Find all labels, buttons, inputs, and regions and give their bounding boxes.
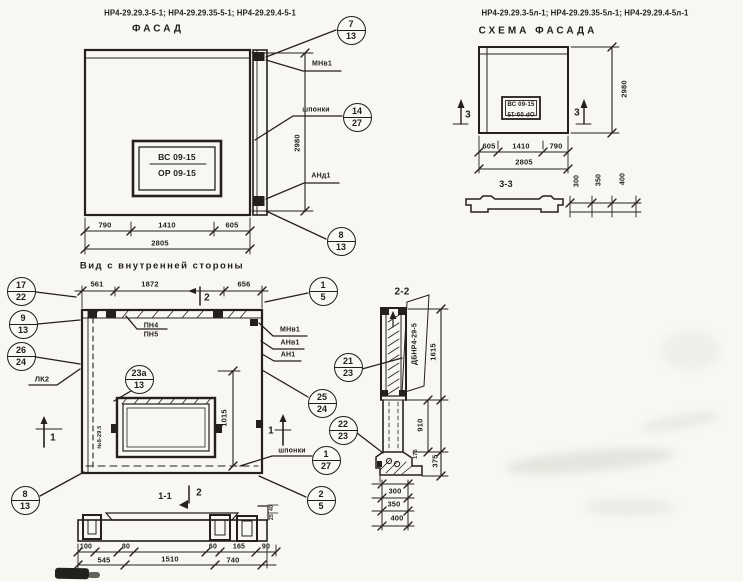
facade-dim-left: 790 xyxy=(98,220,112,230)
inner-view-linework xyxy=(29,286,402,497)
callout-circle-21-23 xyxy=(334,353,363,382)
inner-dim-top-right: 656 xyxy=(237,279,251,289)
callout-circle-23a-13 xyxy=(125,365,154,394)
s11-dim-1510: 1510 xyxy=(161,554,179,564)
facade-label-keys: шпонки xyxy=(302,106,330,114)
callout-item: 14 xyxy=(351,105,362,116)
callout-sheet: 13 xyxy=(328,241,355,255)
inner-dim-top-left: 561 xyxy=(90,279,104,289)
section-3-3-dim-400: 400 xyxy=(619,172,627,186)
inner-label-anv1: АНв1 xyxy=(280,339,300,347)
inner-label-pn4: ПН4 xyxy=(143,322,159,330)
callout-sheet: 22 xyxy=(8,291,35,305)
callout-sheet: 5 xyxy=(310,291,337,305)
s11-dim-40: 40 xyxy=(269,505,275,511)
schema-linework xyxy=(453,43,619,173)
facade-dim-mid: 1410 xyxy=(158,220,176,230)
s22-dim-910: 910 xyxy=(415,418,425,432)
callout-item: 8 xyxy=(22,488,28,499)
facade-codes: НР4-29.29.3-5-1; НР4-29.29.35-5-1; НР4-29.29.4-5-1 xyxy=(104,8,296,18)
schema-dim-left: 605 xyxy=(482,141,496,151)
facade-dim-total: 2805 xyxy=(151,238,169,248)
schema-dim-height: 2980 xyxy=(619,80,629,98)
s22-flag-mark: ДБНР4-29-5 xyxy=(411,323,419,365)
callout-item: 1 xyxy=(323,448,329,459)
callout-circle-9-13 xyxy=(9,310,38,339)
callout-circle-7-13 xyxy=(337,16,366,45)
callout-sheet: 13 xyxy=(126,379,153,393)
callout-sheet: 23 xyxy=(335,367,362,381)
callout-item: 17 xyxy=(15,279,26,290)
callout-item: 23а xyxy=(131,367,147,378)
schema-window-mark-top: ВС 09-15 xyxy=(507,102,535,108)
callout-sheet: 27 xyxy=(344,117,371,131)
section-1-1-slab xyxy=(78,520,267,541)
facade-dim-height: 2980 xyxy=(292,134,302,152)
section-2-2-linework xyxy=(372,295,448,530)
inner-dim-top-mid: 1872 xyxy=(141,279,159,289)
callout-sheet: 24 xyxy=(309,403,336,417)
schema-dim-total: 2805 xyxy=(515,157,533,167)
section-3-3-linework xyxy=(466,196,641,217)
facade-title: ФАСАД xyxy=(132,23,184,35)
facade-dim-right: 605 xyxy=(225,220,239,230)
callout-sheet: 13 xyxy=(10,324,37,338)
callout-sheet: 27 xyxy=(313,460,340,474)
inner-note-rotated: №8-29.5 xyxy=(97,425,103,449)
inner-dim-window: 1015 xyxy=(219,409,229,427)
facade-label-top-anchor: МНв1 xyxy=(312,60,332,68)
s11-dim-545: 545 xyxy=(97,555,111,565)
schema-title: СХЕМА ФАСАДА xyxy=(478,25,598,37)
inner-window-frame xyxy=(117,398,215,457)
s22-dim-350: 350 xyxy=(387,499,401,509)
inner-label-pn5: ПН5 xyxy=(143,331,159,339)
inner-view-title: Вид с внутренней стороны xyxy=(79,260,245,272)
section-3-3-dim-350: 350 xyxy=(595,173,603,187)
s22-dim-375: 375 xyxy=(430,454,440,468)
s11-dim-740: 740 xyxy=(226,555,240,565)
section-1-1-title: 1-1 xyxy=(158,491,172,501)
section-3-3-profile xyxy=(466,196,563,212)
callout-item: 7 xyxy=(348,18,354,29)
facade-label-bottom-anchor: АНд1 xyxy=(311,172,331,180)
schema-section-marker-right: 3 xyxy=(574,107,580,119)
schema-dim-right: 790 xyxy=(549,141,563,151)
callout-item: 26 xyxy=(15,344,26,355)
callout-item: 2 xyxy=(318,488,324,499)
inner-marker-section-left: 1 xyxy=(50,432,56,444)
facade-window-mark-top: ВС 09-15 xyxy=(158,152,196,162)
callout-sheet: 5 xyxy=(308,500,335,514)
callout-circle-14-27 xyxy=(343,103,372,132)
inner-label-keys: шпонки xyxy=(278,447,306,455)
callout-sheet: 13 xyxy=(338,30,365,44)
inner-marker-top: 2 xyxy=(204,292,210,304)
schema-section-marker-left: 3 xyxy=(465,109,471,121)
callout-sheet: 24 xyxy=(8,356,35,370)
s11-dim-165: 165 xyxy=(232,543,246,551)
s22-dim-1615: 1615 xyxy=(428,343,438,361)
callout-circle-25-24 xyxy=(308,389,337,418)
scan-smudge xyxy=(585,498,675,516)
callout-item: 25 xyxy=(316,391,327,402)
scan-ink-blot xyxy=(55,568,89,580)
callout-sheet: 13 xyxy=(12,500,39,514)
callout-item: 8 xyxy=(338,229,344,240)
inner-panel-outline xyxy=(82,310,262,473)
s11-dim-100: 100 xyxy=(79,543,93,551)
facade-linework xyxy=(81,30,342,254)
s11-dim-80: 80 xyxy=(121,543,131,551)
callout-item: 9 xyxy=(20,312,26,323)
s11-dim-90: 90 xyxy=(261,543,271,551)
facade-edge-strip xyxy=(253,50,267,215)
callout-sheet: 23 xyxy=(330,430,357,444)
callout-item: 22 xyxy=(337,418,348,429)
callout-circle-1-27 xyxy=(312,446,341,475)
callout-item: 1 xyxy=(320,279,326,290)
section-3-3-dim-300: 300 xyxy=(573,174,581,188)
callout-item: 21 xyxy=(342,355,353,366)
s22-dim-400: 400 xyxy=(390,513,404,523)
inner-label-an1: АН1 xyxy=(280,351,296,359)
section-1-1-marker: 2 xyxy=(196,487,202,499)
s22-dim-300: 300 xyxy=(388,486,402,496)
callout-circle-22-23 xyxy=(329,416,358,445)
callout-circle-17-22 xyxy=(7,277,36,306)
callout-circle-1-5 xyxy=(309,277,338,306)
s11-dim-25: 25 xyxy=(269,514,275,520)
inner-marker-section-right: 1 xyxy=(268,425,274,437)
section-2-2-title: 2-2 xyxy=(394,286,410,298)
schema-codes: НР4-29.29.3-5л-1; НР4-29.29.35-5л-1; НР4-29.29.4-5л-1 xyxy=(481,8,689,18)
inner-label-lk2: ЛК2 xyxy=(34,374,50,384)
schema-window-mark-bottom: ОР 09-15 xyxy=(507,110,535,116)
callout-circle-2-5 xyxy=(307,486,336,515)
scan-ink-blot xyxy=(88,572,100,578)
callout-circle-26-24 xyxy=(7,342,36,371)
schema-panel-outline xyxy=(479,47,568,133)
section-3-3-title: 3-3 xyxy=(499,179,513,189)
schema-dim-mid: 1410 xyxy=(512,141,530,151)
s22-dim-175: 175 xyxy=(413,449,419,459)
inner-label-mnv1: МНв1 xyxy=(280,326,300,334)
facade-window-mark-bottom: ОР 09-15 xyxy=(158,168,196,178)
scan-smudge xyxy=(660,330,720,370)
callout-circle-8-13-bottom xyxy=(11,486,40,515)
s11-dim-60: 60 xyxy=(208,543,218,551)
callout-circle-8-13 xyxy=(327,227,356,256)
